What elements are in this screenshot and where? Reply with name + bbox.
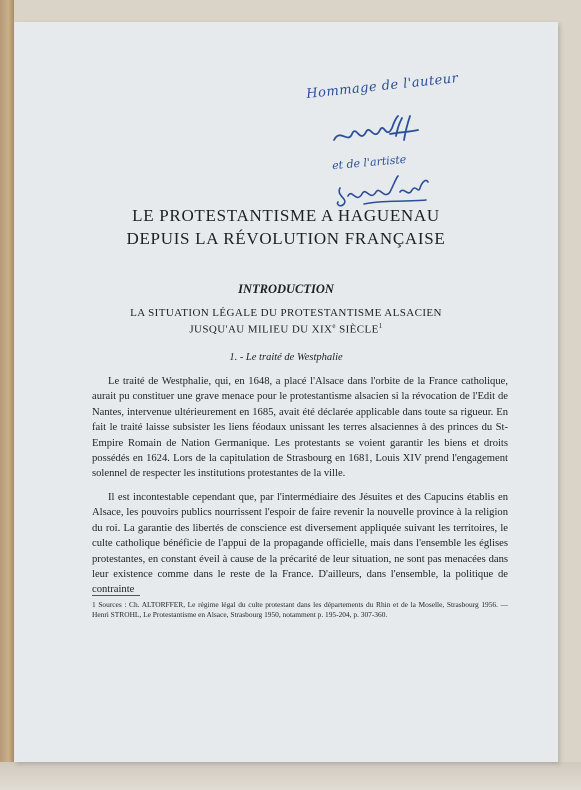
footnote: 1 Sources : Ch. ALTORFFER, Le régime légal du culte protestant dans les départements du Rhin et de la Moselle, Strasbourg 1956. — Henri STROHL, Le Protestantisme en Alsace, Strasbourg 1950, notamment p. 195-204, p. 307-360.: [92, 600, 508, 619]
table-surface: [0, 762, 581, 790]
footnote-rule: [92, 595, 140, 596]
introduction-heading: INTRODUCTION: [238, 282, 334, 296]
artist-inscription: et de l'artiste: [331, 152, 407, 173]
paragraph-1: Le traité de Westphalie, qui, en 1648, a placé l'Alsace dans l'orbite de la France catholique, aurait pu constituer une grave menace pour le protestantisme alsacien si la révocation de l'Edit de Nantes, intervenue ultérieurement en 1685, avait été déclarée applicable dans toute sa rigueur. En fait le traité laisse subsister les liens féodaux unissant les terres alsaciennes à des princes du St-Empire Romain de Nation Germanique. Les protestants se voient garantir les biens et droits possédés en 1624. Lors de la capitulation de Strasbourg en 1681, Louis XIV prend l'engagement solennel de respecter les institutions protestantes de la ville.: [92, 376, 508, 480]
subheading-text: JUSQU'AU MILIEU DU XIX: [189, 323, 333, 336]
paragraph-2: Il est incontestable cependant que, par l'intermédiaire des Jésuites et des Capucins établis en Alsace, les pouvoirs publics nourrissent l'espoir de faire revenir la nouvelle province à la religion du roi. La garantie des libertés de conscience est diversement appliquée suivant les territoires, le culte catholique bénéficie de l'appui de la propagande officielle, mais dans l'ensemble les églises protestantes, en constant éveil à cause de la précarité de leur situation, ne sont pas menacées dans leur existence comme dans le reste de la France. D'ailleurs, dans l'ensemble, la politique de contrainte: [92, 492, 508, 596]
subheading-line-2: [14, 322, 558, 336]
subheading-line-1: LA SITUATION LÉGALE DU PROTESTANTISME ALSACIEN: [130, 307, 442, 319]
footnote-marker: 1: [378, 322, 383, 330]
section-title: 1. - Le traité de Westphalie: [229, 352, 343, 363]
title-line-1: LE PROTESTANTISME A HAGUENAU: [132, 206, 440, 225]
title-line-2: DEPUIS LA RÉVOLUTION FRANÇAISE: [126, 229, 446, 248]
artist-signature: [334, 174, 434, 210]
subheading-end: SIÈCLE: [335, 323, 379, 336]
author-signature: [330, 114, 420, 154]
dedication-inscription: Hommage de l'auteur: [305, 71, 460, 102]
document-page: [14, 22, 558, 762]
adjacent-page-edge: [0, 0, 14, 790]
century-superscript: e: [332, 322, 336, 330]
